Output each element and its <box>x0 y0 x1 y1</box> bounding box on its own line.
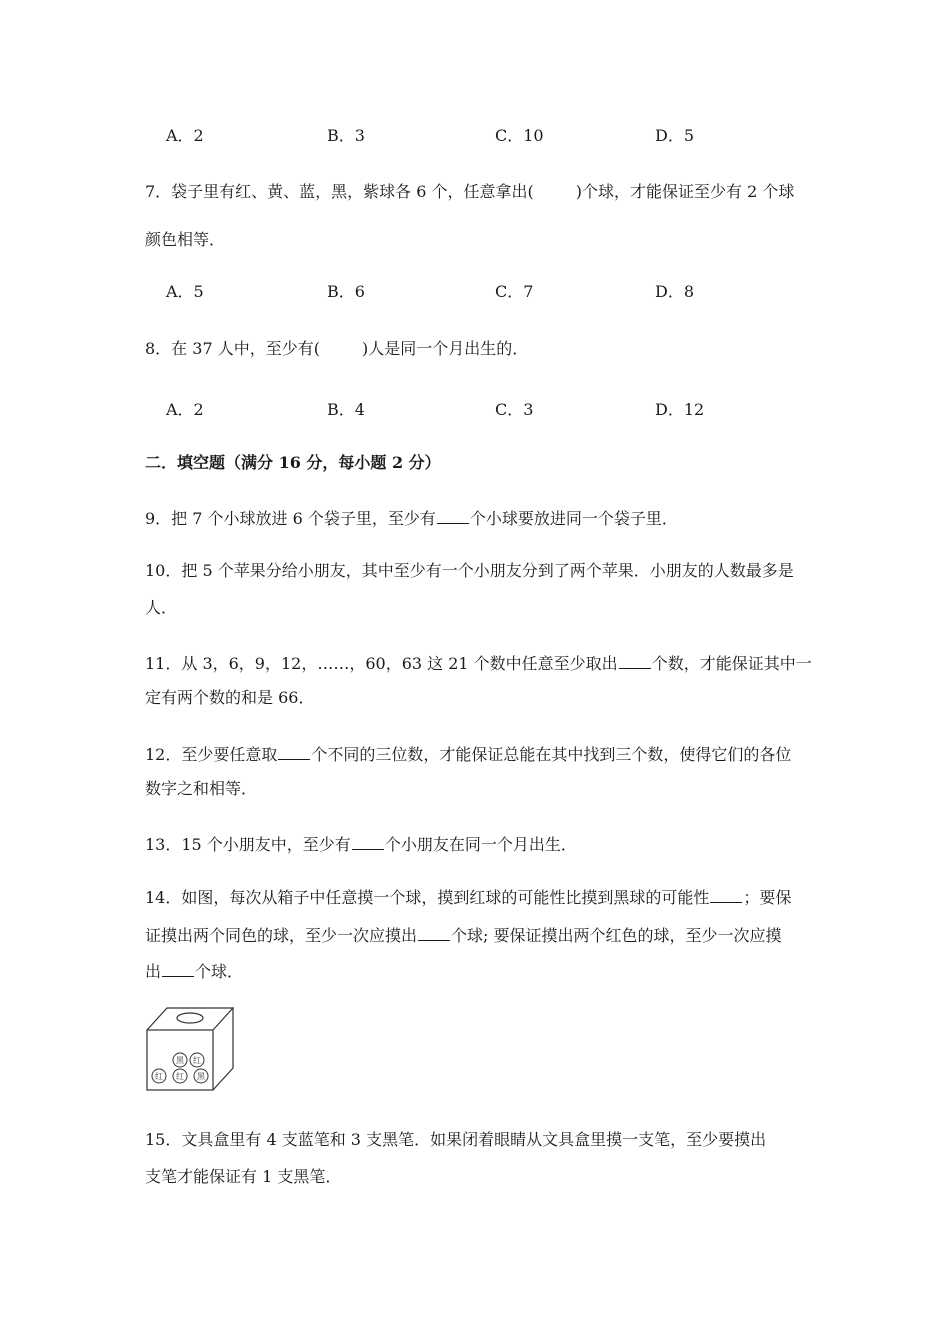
q8-option-b: B．4 <box>327 400 365 419</box>
q12-stem-line2: 数字之和相等． <box>145 779 258 798</box>
q7-option-a: A．5 <box>166 282 204 301</box>
q7-option-b: B．6 <box>327 282 365 301</box>
ball-bottom-middle-label: 红 <box>176 1072 184 1081</box>
ball-top-right-label: 红 <box>193 1056 201 1065</box>
q13-stem-part2: 个小朋友在同一个月出生． <box>384 835 577 854</box>
q12-stem-part2: 个不同的三位数，才能保证总能在其中找到三个数，使得它们的各位 <box>311 745 792 764</box>
q12-stem-part1: 12．至少要任意取 <box>145 745 278 764</box>
q9-stem <box>145 507 678 529</box>
q14-answer-blank-2[interactable] <box>418 924 450 941</box>
q8-stem <box>145 339 528 359</box>
ball-bottom-middle <box>173 1069 187 1083</box>
q8-option-c: C．3 <box>495 400 534 419</box>
q8-option-d: D．12 <box>655 400 705 419</box>
q6-option-b: B．3 <box>327 126 365 145</box>
q11-stem-line2: 定有两个数的和是 66． <box>145 688 315 707</box>
q9-answer-blank[interactable] <box>437 507 469 524</box>
q15-stem-line2: 支笔才能保证有 1 支黑笔． <box>145 1167 342 1186</box>
q14-answer-blank-3[interactable] <box>162 960 194 977</box>
q6-option-d: D．5 <box>655 126 695 145</box>
q14-stem-part4: 个球; 要保证摸出两个红色的球，至少一次应摸 <box>451 926 782 945</box>
q7-option-c: C．7 <box>495 282 534 301</box>
q7-stem <box>145 182 794 202</box>
q7-stem-line2: 颜色相等． <box>145 230 226 249</box>
q14-stem-part6: 个球． <box>195 962 244 981</box>
ball-box-figure <box>145 1006 237 1092</box>
ball-bottom-right <box>194 1069 208 1083</box>
q8-stem-part1: 8．在 37 人中，至少有( <box>145 339 320 358</box>
q6-option-c: C．10 <box>495 126 544 145</box>
q6-option-a: A．2 <box>166 126 204 145</box>
q9-stem-part2: 个小球要放进同一个袋子里． <box>469 509 678 528</box>
q14-stem-part3: 证摸出两个同色的球，至少一次应摸出 <box>145 926 418 945</box>
q8-option-a: A．2 <box>166 400 204 419</box>
ball-bottom-left-label: 红 <box>155 1072 163 1081</box>
q13-answer-blank[interactable] <box>352 833 384 850</box>
q10-stem-line2: 人． <box>145 598 178 617</box>
q11-answer-blank[interactable] <box>619 652 651 669</box>
q14-stem-line3 <box>145 960 243 982</box>
q7-stem-part1: 7．袋子里有红、黄、蓝，黑，紫球各 6 个，任意拿出( <box>145 182 534 201</box>
q9-stem-part1: 9．把 7 个小球放进 6 个袋子里，至少有 <box>145 509 436 528</box>
q14-stem-part5: 出 <box>145 962 162 981</box>
q14-stem <box>145 886 791 908</box>
q14-stem-line2 <box>145 924 782 946</box>
q11-stem-part1: 11．从 3，6，9，12，……，60，63 这 21 个数中任意至少取出 <box>145 654 618 673</box>
section2-title: 二．填空题（满分 16 分，每小题 2 分） <box>145 453 441 472</box>
ball-top-left <box>173 1053 187 1067</box>
q11-stem <box>145 652 812 674</box>
q13-stem <box>145 833 577 855</box>
q12-stem <box>145 743 791 765</box>
ball-bottom-left <box>152 1069 166 1083</box>
q11-stem-part2: 个数，才能保证其中一 <box>651 654 812 673</box>
ball-top-left-label: 黑 <box>176 1056 184 1065</box>
q13-stem-part1: 13．15 个小朋友中，至少有 <box>145 835 351 854</box>
q12-answer-blank[interactable] <box>278 743 310 760</box>
q7-stem-part2: )个球，才能保证至少有 2 个球 <box>575 182 795 201</box>
ball-bottom-right-label: 黑 <box>197 1072 205 1081</box>
q8-stem-part2: )人是同一个月出生的． <box>361 339 529 358</box>
q10-stem: 10．把 5 个苹果分给小朋友，其中至少有一个小朋友分到了两个苹果．小朋友的人数最多是 <box>145 561 794 580</box>
q15-stem: 15．文具盒里有 4 支蓝笔和 3 支黑笔．如果闭着眼睛从文具盒里摸一支笔，至少要摸出 <box>145 1130 767 1149</box>
ball-top-right <box>190 1053 204 1067</box>
q14-stem-part2: ；要保 <box>743 888 792 907</box>
q14-stem-part1: 14．如图，每次从箱子中任意摸一个球，摸到红球的可能性比摸到黑球的可能性 <box>145 888 710 907</box>
q14-answer-blank-1[interactable] <box>710 886 742 903</box>
q7-option-d: D．8 <box>655 282 695 301</box>
